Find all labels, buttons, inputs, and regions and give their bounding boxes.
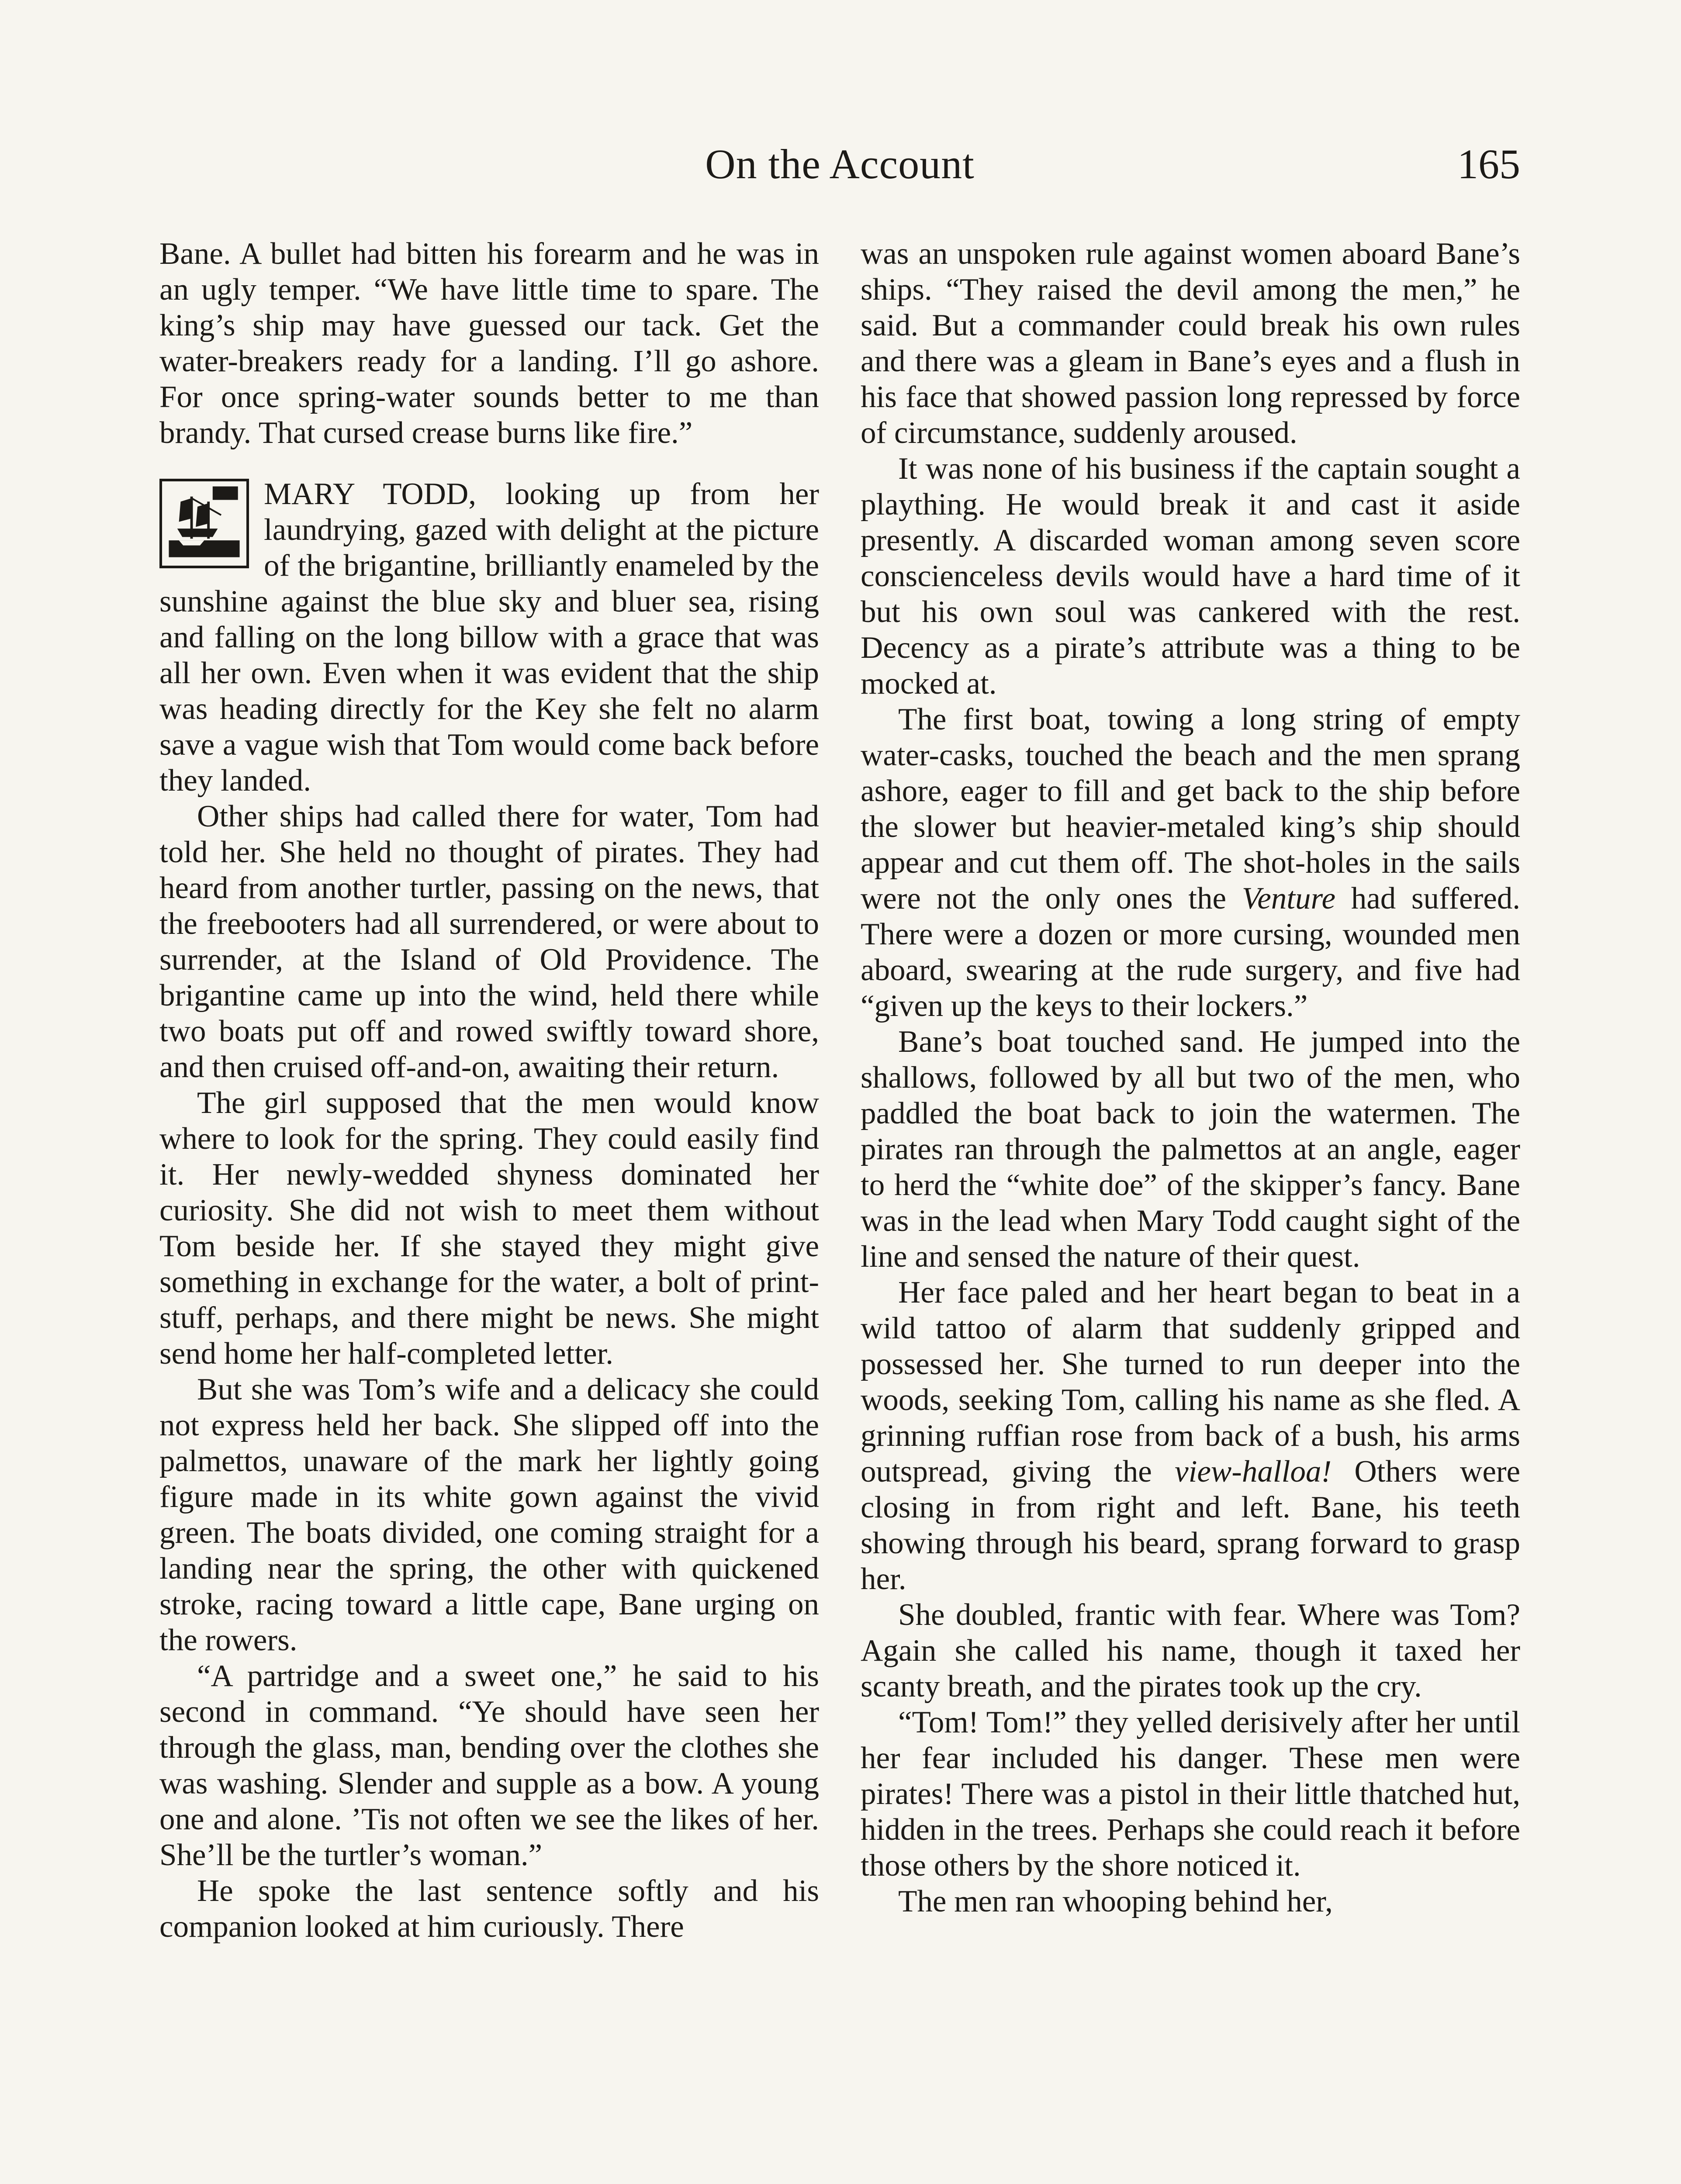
text-run: Others were closing in from right and left. Bane, his teeth showing through his beard, sprang forward to grasp her. (861, 1455, 1521, 1596)
paragraph: was an unspoken rule against women aboard Bane’s ships. “They raised the devil among the men,” he said. But a commander could break his own rules and there was a gleam in Bane’s eyes and a flush in his face that showed passion long repressed by force of circumstance, suddenly aroused. (861, 237, 1520, 450)
running-title: On the Account (705, 141, 975, 187)
paragraph: “Tom! Tom!” they yelled derisively after her until her fear included his danger. These men were pirates! There was a pistol in their little thatched hut, hidden in the trees. Perhaps she could reach it before those others by the shore noticed it. (861, 1705, 1520, 1883)
page-header (159, 140, 1520, 201)
paragraph: Bane. A bullet had bitten his forearm and he was in an ugly temper. “We have little time to spare. The king’s ship may have guessed our tack. Get the water-breakers ready for a landing. I’ll go ashore. For once spring-water sounds better to me than brandy. That cursed crease burns like fire.” (159, 237, 819, 450)
paragraph (861, 1275, 1520, 1597)
paragraph: Other ships had called there for water, Tom had told her. She held no thought of pirates. They had heard from another turtler, passing on the news, that the freebooters had all surrendered, or were about to surrender, at the Island of Old Providence. The brigantine came up into the wind, held there while two boats put off and rowed swiftly toward shore, and then cruised off-and-on, awaiting their return. (159, 799, 819, 1084)
right-column (861, 236, 1520, 1919)
ship-icon (159, 479, 249, 568)
paragraph: She doubled, frantic with fear. Where was Tom? Again she called his name, though it taxed her scanty breath, and the pirates took up the cry. (861, 1598, 1520, 1704)
paragraph (861, 702, 1520, 1024)
paragraph: But she was Tom’s wife and a delicacy she could not express held her back. She slipped off into the palmettos, unaware of the mark her lightly going figure made in its white gown against the vivid green. The boats divided, one coming straight for a landing near the spring, the other with quickened stroke, racing toward a little cape, Bane urging on the rowers. (159, 1372, 819, 1657)
paragraph: He spoke the last sentence softly and his companion looked at him curiously. There (159, 1874, 819, 1944)
paragraph: “A partridge and a sweet one,” he said to his second in command. “Ye should have seen her through the glass, man, bending over the clothes she was washing. Slender and supple as a bow. A young one and alone. ’Tis not often we see the likes of her. She’ll be the turtler’s woman.” (159, 1659, 819, 1872)
paragraph-dropcap (159, 476, 819, 798)
paragraph: The men ran whooping behind her, (898, 1884, 1333, 1918)
text-run: Her face paled and her heart began to beat in a wild tattoo of alarm that suddenly gripped and possessed her. She turned to run deeper into the woods, seeking Tom, calling his name as she fled. A grinning ruffian rose from back of a bush, his arms outspread, giving the (861, 1275, 1520, 1489)
paragraph: It was none of his business if the captain sought a plaything. He would break it and cast it aside presently. A discarded woman among seven score conscienceless devils would have a hard time of it but his own soul was cankered with the rest. Decency as a pirate’s attribute was a thing to be mocked at. (861, 452, 1520, 701)
paragraph: The girl supposed that the men would know where to look for the spring. They could easily find it. Her newly-wedded shyness dominated her curiosity. She did not wish to meet them without Tom beside her. If she stayed they might give something in exchange for the water, a bolt of print-stuff, perhaps, and there might be news. She might send home her half-completed letter. (159, 1086, 819, 1371)
page-number: 165 (1457, 141, 1520, 187)
dropcap-text: MARY TODD, looking up from her laundrying, gazed with delight at the picture of the brigantine, brilliantly enameled by the sunshine against the blue sky and bluer sea, rising and falling on the long billow with a grace that was all her own. Even when it was evident that the ship was heading directly for the Key she felt no alarm save a vague wish that Tom would come back before they landed. (159, 477, 819, 798)
italic-phrase: view-halloa! (1175, 1455, 1332, 1489)
text-run: had suffered. There were a dozen or more cursing, wounded men aboard, swearing at the rude surgery, and five had “given up the keys to their lockers.” (861, 881, 1520, 1023)
text-run: The first boat, towing a long string of empty water-casks, touched the beach and the men sprang ashore, eager to fill and get back to the ship before the slower but heavier-metaled king’s ship should appear and cut them off. The shot-holes in the sails were not the only ones the (861, 702, 1520, 916)
left-column (159, 236, 819, 1945)
paragraph: Bane’s boat touched sand. He jumped into the shallows, followed by all but two of the men, who paddled the boat back to join the watermen. The pirates ran through the palmettos at an angle, eager to herd the “white doe” of the skipper’s fancy. Bane was in the lead when Mary Todd caught sight of the line and sensed the nature of their quest. (861, 1025, 1520, 1274)
ship-name: Venture (1242, 881, 1335, 916)
